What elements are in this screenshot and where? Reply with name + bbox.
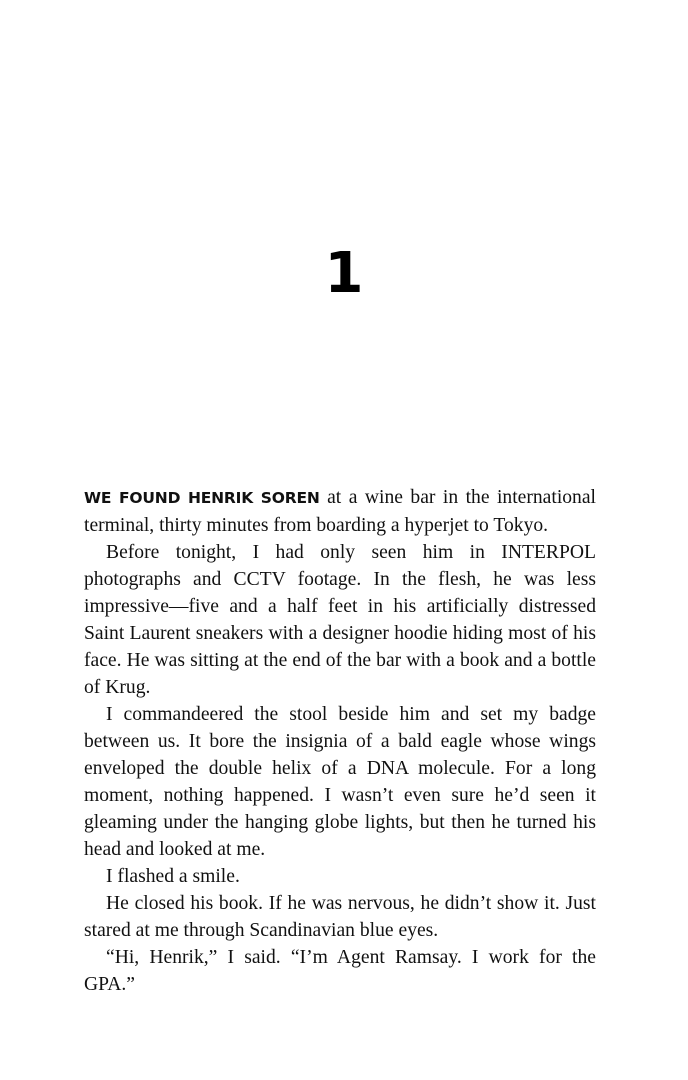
paragraph-4: I flashed a smile. — [106, 866, 240, 887]
paragraph-6: “Hi, Henrik,” I said. “I’m Agent Ramsay. I work for the GPA.” — [84, 947, 596, 995]
paragraph-1-text: at a wine bar in the international terminal, thirty minutes from boarding a hyperjet to Tokyo. — [84, 487, 596, 536]
chapter-number: 1 — [324, 241, 364, 306]
paragraph-5: He closed his book. If he was nervous, he didn’t show it. Just stared at me through Scandinavian blue eyes. — [84, 893, 596, 941]
paragraph-3: I commandeered the stool beside him and set my badge between us. It bore the insignia of a bald eagle whose wings enveloped the double helix of a DNA molecule. For a long moment, nothing happened. I wasn’t even sure he’d seen it gleaming under the hanging globe lights, but then he turned his head and looked at me. — [84, 704, 596, 860]
paragraph-2: Before tonight, I had only seen him in INTERPOL photographs and CCTV footage. In the flesh, he was less impressive—five and a half feet in his artificially distressed Saint Laurent sneakers with a designer hoodie hiding most of his face. He was sitting at the end of the bar with a book and a bottle of Krug. — [84, 542, 596, 698]
chapter-body — [84, 484, 596, 998]
paragraph-1 — [84, 484, 596, 539]
lead-in-small-caps: WE FOUND HENRIK SOREN — [84, 489, 320, 507]
